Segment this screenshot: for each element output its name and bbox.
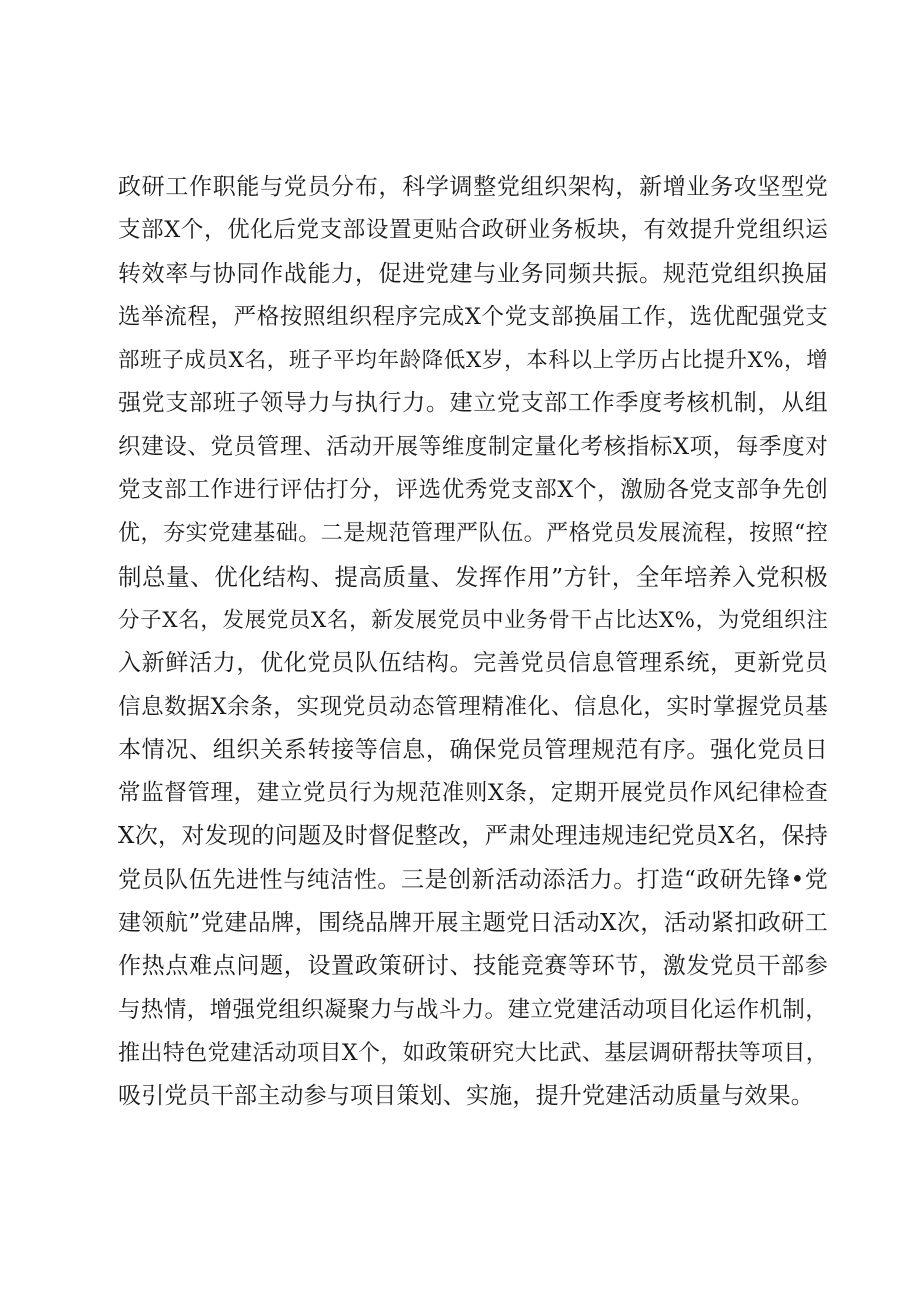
body-paragraph bbox=[118, 166, 828, 1119]
text-line: 常监督管理，建立党员行为规范准则X条，定期开展党员作风纪律检查 bbox=[118, 780, 828, 807]
text-line: 选举流程，严格按照组织程序完成X个党支部换届工作，选优配强党支 bbox=[118, 303, 828, 330]
text-line: 转效率与协同作战能力，促进党建与业务同频共振。规范党组织换届 bbox=[118, 260, 828, 287]
text-line: 优，夯实党建基础。二是规范管理严队伍。严格党员发展流程，按照“控 bbox=[118, 521, 828, 547]
text-line: 与热情，增强党组织凝聚力与战斗力。建立党建活动项目化运作机制， bbox=[118, 996, 828, 1023]
text-line: 党支部工作进行评估打分，评选优秀党支部X个，激励各党支部争先创 bbox=[118, 477, 828, 504]
text-line: 推出特色党建活动项目X个，如政策研究大比武、基层调研帮扶等项目， bbox=[118, 1040, 828, 1066]
text-line: 作热点难点问题，设置政策研讨、技能竞赛等环节，激发党员干部参 bbox=[118, 953, 828, 980]
text-line: 建领航”党建品牌，围绕品牌开展主题党日活动X次，活动紧扣政研工 bbox=[118, 910, 828, 937]
text-line: 制总量、优化结构、提高质量、发挥作用”方针，全年培养入党积极 bbox=[118, 562, 828, 591]
text-line: 入新鲜活力，优化党员队伍结构。完善党员信息管理系统，更新党员 bbox=[118, 650, 828, 677]
text-line: X次，对发现的问题及时督促整改，严肃处理违规违纪党员X名，保持 bbox=[118, 823, 828, 850]
text-line: 分子X名，发展党员X名，新发展党员中业务骨干占比达X%，为党组织注 bbox=[118, 607, 828, 633]
text-line: 吸引党员干部主动参与项目策划、实施，提升党建活动质量与效果。 bbox=[118, 1083, 814, 1110]
text-line: 本情况、组织关系转接等信息，确保党员管理规范有序。强化党员日 bbox=[118, 736, 828, 763]
text-line: 部班子成员X名，班子平均年龄降低X岁，本科以上学历占比提升X%，增 bbox=[118, 348, 828, 374]
text-line: 织建设、党员管理、活动开展等维度制定量化考核指标X项，每季度对 bbox=[118, 433, 828, 460]
text-line: 信息数据X余条，实现党员动态管理精准化、信息化，实时掌握党员基 bbox=[118, 693, 828, 720]
text-line: 政研工作职能与党员分布，科学调整党组织架构，新增业务攻坚型党 bbox=[118, 174, 828, 200]
text-line: 党员队伍先进性与纯洁性。三是创新活动添活力。打造“政研先锋•党 bbox=[118, 866, 828, 893]
text-line: 强党支部班子领导力与执行力。建立党支部工作季度考核机制，从组 bbox=[118, 390, 828, 417]
text-line: 支部X个，优化后党支部设置更贴合政研业务板块，有效提升党组织运 bbox=[118, 217, 828, 244]
